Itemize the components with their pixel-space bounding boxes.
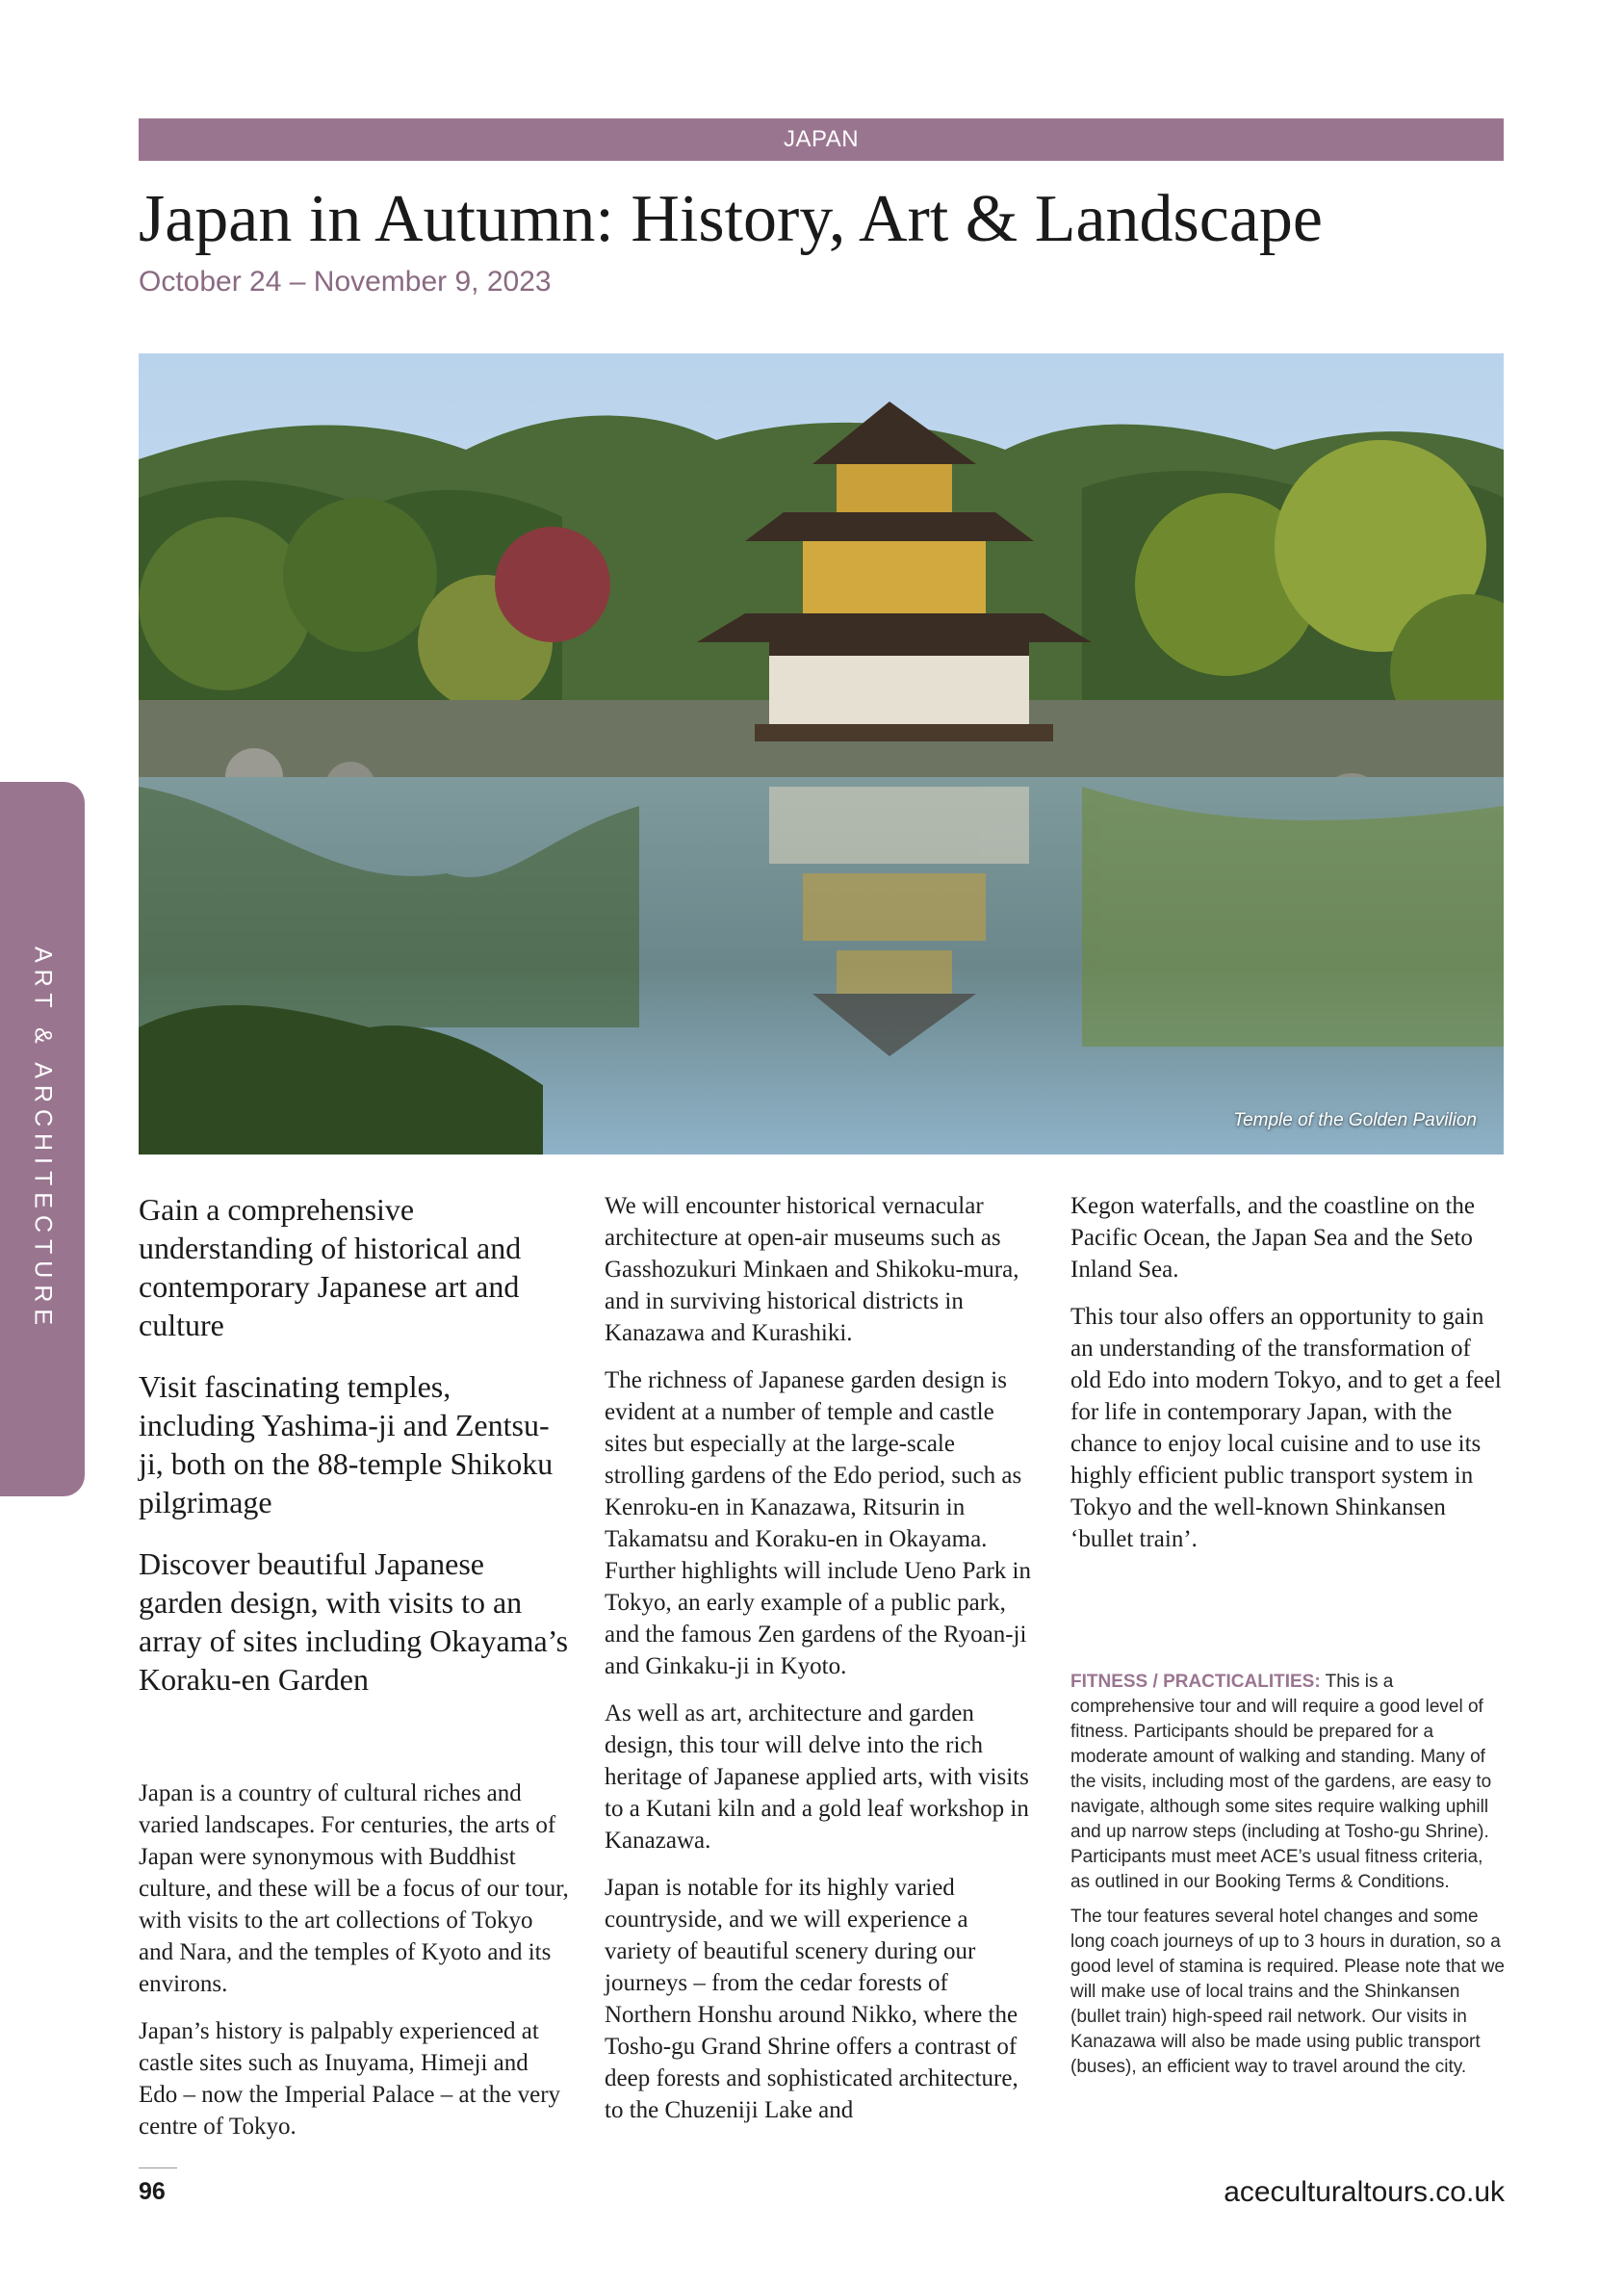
middle-column: [605, 1190, 1038, 2141]
body-paragraph: This tour also offers an opportunity to gain an understanding of the transformation of old Edo into modern Tokyo, and to get a feel for life in contemporary Japan, with the chance to enjoy local cuisine and to use its highly efficient public transport system in Tokyo and the well-known Shinkansen ‘bullet train’.: [1070, 1304, 1502, 1552]
highlights-column: [139, 1190, 572, 1722]
golden-pavilion-illustration: [139, 353, 1504, 1155]
body-paragraph: We will encounter historical vernacular architecture at open-air museums such as Gasshozukuri Minkaen and Shikoku-mura, and in surviving historical districts in Kanazawa and Kurashiki.: [605, 1193, 1019, 1346]
highlight-item: Visit fascinating temples, including Yashima-ji and Zentsu-ji, both on the 88-temple Shikoku pilgrimage: [139, 1369, 554, 1519]
body-paragraph: As well as art, architecture and garden design, this tour will delve into the rich heritage of Japanese applied arts, with visits to a Kutani kiln and a gold leaf workshop in Kanazawa.: [605, 1700, 1029, 1854]
fitness-practicalities: [1070, 1670, 1506, 2089]
intro-text: [139, 1778, 572, 2158]
website-link[interactable]: aceculturaltours.co.uk: [1224, 2176, 1505, 2208]
body-paragraph: The richness of Japanese garden design is evident at a number of temple and castle sites but especially at the large-scale strolling gardens of the Edo period, such as Kenroku-en in Kanazawa, Ritsurin in Takamatsu and Koraku-en in Okayama. Further highlights will include Ueno Park in Tokyo, an early example of a public park, and the famous Zen gardens of the Ryoan-ji and Ginkaku-ji in Kyoto.: [605, 1367, 1032, 1679]
tour-dates: October 24 – November 9, 2023: [139, 266, 552, 298]
body-paragraph: Japan is a country of cultural riches and varied landscapes. For centuries, the arts of Japan were synonymous with Buddhist culture, and these will be a focus of our tour, with visits to the art collections of Tokyo and Nara, and the temples of Kyoto and its environs.: [139, 1780, 569, 1997]
region-label: JAPAN: [783, 126, 860, 152]
photo-caption: Temple of the Golden Pavilion: [1233, 1110, 1477, 1130]
highlight-item: Gain a comprehensive understanding of historical and contemporary Japanese art and culture: [139, 1192, 522, 1342]
fitness-heading: FITNESS / PRACTICALITIES:: [1070, 1672, 1321, 1692]
page-number-rule: [139, 2167, 177, 2168]
body-paragraph: Kegon waterfalls, and the coastline on the Pacific Ocean, the Japan Sea and the Seto Inland Sea.: [1070, 1193, 1475, 1283]
fitness-text: This is a comprehensive tour and will require a good level of fitness. Participants should be prepared for a moderate amount of walking and standing. Many of the visits, including most of the gardens, are easy to navigate, although some sites require walking uphill and up narrow steps (including at Tosho-gu Shrine). Participants must meet ACE’s usual fitness criteria, as outlined in our Booking Terms & Conditions.: [1070, 1672, 1492, 1892]
section-side-tab: [0, 782, 85, 1496]
right-column: [1070, 1190, 1504, 1570]
region-banner: [139, 118, 1504, 161]
page-number: 96: [139, 2178, 166, 2205]
hero-photo: [139, 353, 1504, 1155]
section-side-tab-label: ART & ARCHITECTURE: [29, 946, 57, 1333]
body-paragraph: Japan is notable for its highly varied countryside, and we will experience a variety of beautiful scenery during our journeys – from the cedar forests of Northern Honshu around Nikko, where the Tosho-gu Grand Shrine offers a contrast of deep forests and sophisticated architecture, to the Chuzeniji Lake and: [605, 1875, 1018, 2123]
body-paragraph: Japan’s history is palpably experienced at castle sites such as Inuyama, Himeji and Edo – now the Imperial Palace – at the very centre of Tokyo.: [139, 2018, 561, 2140]
highlight-item: Discover beautiful Japanese garden design, with visits to an array of sites including Okayama’s Koraku-en Garden: [139, 1546, 569, 1697]
page-title: Japan in Autumn: History, Art & Landscape: [139, 182, 1323, 256]
fitness-text-2: The tour features several hotel changes and some long coach journeys of up to 3 hours in duration, so a good level of stamina is required. Please note that we will make use of local trains and the Shinkansen (bullet train) high-speed rail network. Our visits in Kanazawa will also be made using public transport (buses), an efficient way to travel around the city.: [1070, 1907, 1505, 2077]
